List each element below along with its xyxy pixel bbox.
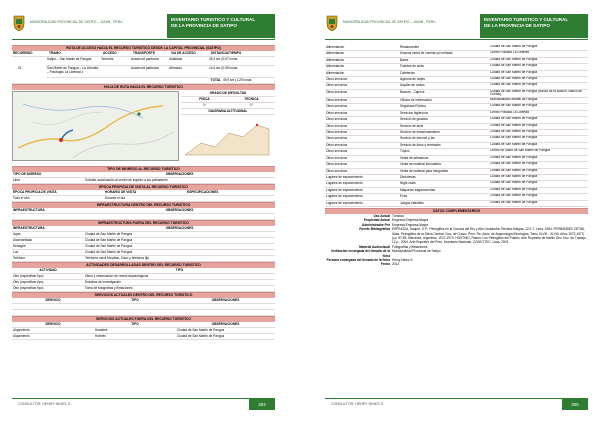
service-type: Bancos - Cajeros [400, 89, 425, 94]
difficulty-header-fisica: FISICA [199, 97, 210, 101]
right-content [325, 45, 588, 267]
service-location: Ciudad de San Martin de Pangoa [490, 194, 538, 198]
route-tramo: San Martin de Pangoa – La Libertad – Pototoglio La Libertad 1 [47, 66, 99, 74]
infra-out-name: Teléfono [13, 256, 26, 260]
route-header-via: VIA DE ACCESO [171, 51, 196, 55]
service-location: Ciudad de San Martin de Pangoa [490, 136, 538, 140]
service-category: Alimentación [326, 70, 345, 75]
table-row [12, 334, 275, 340]
service-type: Venta de material para fotografías [400, 168, 449, 173]
service-location: Ciudad de San Martin de Pangoa [490, 162, 538, 166]
serv-out-obs: Ciudad de San Martin de Pangoa [177, 334, 225, 338]
serv-out-header-servicio: SERVICIO [45, 322, 61, 326]
infra-out-obs: Ciudad de San Martin de Pangoa [85, 238, 133, 242]
complementary-data-row [325, 227, 588, 245]
complementary-data-value: Henry Nines S. [392, 258, 414, 262]
service-type: Servicio de fotos y revelados [400, 142, 441, 147]
infra-out-obs: Ciudad de San Martin de Pangoa [85, 232, 133, 236]
ingreso-header-obs: OBSERVACIONES [165, 172, 194, 176]
service-type: Máquinas tragamonedas [400, 187, 436, 192]
document-title-box [167, 14, 275, 38]
map-section-title: HOJA DE RUTA HACIA EL RECURSO TURISTICO [12, 84, 275, 90]
route-index: 01 [18, 65, 22, 70]
route-total-value: 49,9 km (1:25 horas [223, 78, 252, 82]
service-location: Municipalidad Distrital de Pangoa [490, 98, 538, 102]
service-type: Oficina de información [400, 98, 432, 103]
complementary-data-key: Propiedad Actual [363, 218, 390, 223]
municipal-crest-icon [325, 14, 339, 32]
epoca-header-horario: HORARIO DE VISITA [105, 190, 137, 194]
ingreso-header-tipo: TIPO DE INGRESO [13, 172, 42, 176]
difficulty-panel [181, 91, 275, 164]
activity-type: Estudios de investigación [85, 280, 121, 284]
municipality-name: MUNICIPALIDAD PROVINCIAL DE SATIPO – JUNIN - PERU [343, 20, 436, 24]
document-title-box [480, 14, 588, 38]
route-distancia: 14,6 km (0:35 horas [209, 66, 238, 70]
route-row [46, 57, 275, 66]
service-location: Ciudad de San Martin de Pangoa [490, 174, 538, 178]
service-location: Ciudad de San Martin de Pangoa [490, 168, 538, 172]
route-via: Afirmado [169, 66, 182, 70]
ingreso-obs: Solicitar autorización al centro de ingreso a los pobladores [85, 178, 168, 182]
serv-in-header-servicio: SERVICIO [45, 298, 61, 302]
activity-name: Otro (especificar tipo) [13, 280, 44, 284]
page-footer-right [325, 398, 588, 410]
horario-value: Durante el día [105, 196, 126, 200]
service-location: Centro Poblado La Libertad [490, 51, 529, 55]
consultant-name: CONSULTOR: HENRY NINES S. [331, 402, 385, 406]
serv-in-section-title: SERVICIOS ACTUALES DENTRO DEL RECURSO TURISTICO [12, 292, 275, 298]
infra-out-name: Agua [13, 232, 21, 236]
infra-in-header-obs: OBSERVACIONES [165, 208, 194, 212]
table-row [325, 201, 588, 207]
service-category: Lugares de esparcimiento [326, 174, 363, 179]
service-category: Alimentación [326, 51, 345, 56]
service-type: Alquiler de motos [400, 83, 425, 88]
ingreso-tipo: Libre [13, 178, 21, 182]
route-header-transporte: TRANSPORTE [133, 51, 155, 55]
service-location: Ciudad de San Martin de Pangoa [490, 130, 538, 134]
service-category: Lugares de esparcimiento [326, 194, 363, 199]
complementary-data-value: Empresa Empresa Mayra [392, 218, 429, 223]
altitude-diagram-title-text: DIAGRAMA ALTITUDINAL [208, 109, 248, 113]
service-location: Ciudad de San Martin de Pangoa [490, 64, 538, 68]
header-rule [12, 39, 275, 40]
serv-out-tipo: Hoteles [95, 334, 106, 338]
infra-out-obs: Ciudad de San Martin de Pangoa [85, 250, 133, 254]
service-type: Juegos infantiles [400, 200, 424, 205]
service-category: Otros servicios [326, 168, 348, 173]
ingreso-section-title: TIPO DE INGRESO AL RECURSO TURISTICO [12, 166, 275, 172]
service-category: Otros servicios [326, 123, 348, 128]
serv-out-header-tipo: TIPO [131, 322, 139, 326]
route-transporte: Automovil particular [131, 66, 159, 70]
route-map-drawing [13, 92, 178, 160]
infra-out-obs: Ciudad de San Martin de Pangoa [85, 244, 133, 248]
service-type: Night clubs [400, 181, 416, 186]
service-type: Servicios higiénicos [400, 110, 428, 115]
service-location: Ciudad de San Martin de Pangoa [490, 187, 538, 191]
complementary-data-value: ESPINOZA, Saquel. O.P., Petroglifos en la Cuenca del Río y Alto Urubamba. Revista Antiqua, 12:2-7, Lima, 1964. FERNANDEZ ZETINI, Ulisa. Petroglifos de la Selva Central. Doc. de Cusco, Perú. Re. Asoc. de Arqueología Etnológica, Tomo XLVIII - XLVIII, Años 1972-1973, p.p. 57-89. Mendoza, Argentina, 1972-1973. HOSTNIG, Rainer. Los Petroglifos del Pueblo. Arte Rupestre de Martin Dev. Doc. de Trabajo, 12 p., 2004. Arte Rupestre del Perú. Inventario Nacional, CONCYTEC, Lima, 2003 [392, 227, 587, 245]
service-category: Otros servicios [326, 83, 348, 88]
service-location: Centro de Salud de San Martin de Pangoa [490, 149, 551, 153]
service-type: Venta de material informativo [400, 162, 442, 167]
route-section-title: RUTA DE ACCESO HACIA EL RECURSO TURISTICO DESDE LA CAPITAL PROVINCIAL (SATIPO) [12, 45, 275, 51]
route-header-tramo: TRAMO [49, 51, 61, 55]
complementary-data-key: Institución encargada del llenado de la ficha [331, 249, 390, 258]
serv-out-servicio: Alojamiento [13, 334, 30, 338]
activities-header-actividad: ACTIVIDAD [39, 268, 57, 272]
difficulty-title-text: GRADO DE DIFICULTAD [209, 91, 247, 95]
route-acceso [100, 66, 130, 77]
service-location: Ciudad de San Martin de Pangoa (Banco de la Nación, Banco de Crédito) [490, 89, 582, 97]
complementary-data-row [325, 262, 588, 266]
service-category: Otros servicios [326, 98, 348, 103]
altitude-diagram [181, 115, 273, 159]
activity-type: Toma de fotografías y filmaciones [85, 286, 133, 290]
service-category: Alimentación [326, 45, 345, 49]
service-category: Otros servicios [326, 104, 348, 109]
serv-out-tipo: Hostales [95, 328, 108, 332]
footer-rule [12, 398, 275, 399]
service-category: Alimentación [326, 64, 345, 69]
service-location: Ciudad de San Martin de Pangoa [490, 123, 538, 127]
service-category: Otros servicios [326, 142, 348, 147]
serv-out-section-title: SERVICIOS ACTUALES FUERA DEL RECURSO TURISTICO [12, 316, 275, 322]
infra-in-header-infra: INFRAESTRUCTURA [13, 208, 45, 212]
serv-out-obs: Ciudad de San Martin de Pangoa [177, 328, 225, 332]
service-location: Centro Poblado La Libertad [490, 110, 529, 114]
complementary-data-value: Fotografías y filmaciones [392, 244, 428, 249]
complementary-data-key: Material Audiovisual [359, 244, 390, 249]
service-category: Otros servicios [326, 136, 348, 141]
infra-out-name: Alcantarillado [13, 238, 33, 242]
service-type: Servicio de guiados [400, 117, 428, 122]
serv-in-header-tipo: TIPO [131, 298, 139, 302]
footer-rule [325, 398, 588, 399]
service-location: Ciudad de San Martin de Pangoa [490, 57, 538, 61]
route-header-acceso: ACCESO [103, 51, 117, 55]
map-and-difficulty [12, 91, 275, 164]
left-content [12, 45, 275, 340]
service-category: Lugares de esparcimiento [326, 181, 363, 186]
activity-name: Otro (especificar tipo) [13, 286, 44, 290]
service-category: Otros servicios [326, 110, 348, 115]
route-header-recorrido: RECORRIDO [13, 51, 33, 55]
epoca-header-epoca: EPOCA PROPICIA DE VISITA [13, 190, 57, 194]
epoca-header-espec: ESPECIFICACIONES [187, 190, 219, 194]
serv-out-header-obs: OBSERVACIONES [211, 322, 240, 326]
route-row [46, 66, 275, 78]
difficulty-value-tecnica: 1º [250, 103, 253, 107]
activity-name: Otro (especificar tipo) [13, 274, 44, 278]
serv-in-header-obs: OBSERVACIONES [211, 298, 240, 302]
municipal-crest-icon [12, 14, 26, 32]
service-category: Otros servicios [326, 89, 348, 94]
route-tramo: Satipo – San Martin de Pangoa [47, 57, 92, 61]
service-location: Ciudad de San Martin de Pangoa [490, 117, 538, 121]
infra-out-section-title: INFRAESTRUCTURA FUERA DEL RECURSO TURISTICO [12, 220, 275, 226]
service-type: Discotecas [400, 174, 416, 179]
service-category: Otros servicios [326, 130, 348, 135]
service-category: Alimentación [326, 57, 345, 62]
infra-out-name: Luz [13, 250, 19, 254]
service-type: Agencia de viajes [400, 77, 425, 82]
route-via: Asfaltado [169, 57, 183, 61]
service-type: Bares [400, 57, 409, 62]
activities-section-title: ACTIVIDADES DESARROLLADAS DENTRO DEL RECURSO TURISTICO [12, 262, 275, 268]
route-table-body [12, 57, 275, 78]
complementary-data-value: 2012 [392, 262, 400, 267]
document-title-line2: DE LA PROVINCIA DE SATIPO [171, 23, 237, 28]
infra-in-section-title: INFRAESTRUCTURA DENTRO DEL RECURSO TURISTICO [12, 202, 275, 208]
route-transporte: Automovil particular [131, 57, 159, 61]
complementary-data-key: Administrador Por [362, 222, 390, 227]
service-category: Lugares de esparcimiento [326, 200, 363, 205]
activities-header-tipo: TIPO [175, 268, 184, 272]
consultant-name: CONSULTOR: HENRY NINES S. [18, 402, 72, 406]
infra-out-header-obs: OBSERVACIONES [165, 226, 194, 230]
complementary-data-row [325, 249, 588, 258]
difficulty-header-tecnica: TECNICA [244, 97, 259, 101]
service-location: Ciudad de San Martin de Pangoa [490, 200, 538, 204]
infra-out-name: Desagüe [13, 244, 26, 248]
route-map [12, 91, 179, 161]
table-row [325, 90, 588, 98]
service-location: Ciudad de San Martin de Pangoa [490, 181, 538, 185]
page-number: 304 [249, 399, 275, 410]
document-title-line1: INVENTARIO TURISTICO Y CULTURAL [484, 17, 569, 22]
services-table [325, 45, 588, 207]
complementary-data-value: Turístico [392, 213, 405, 218]
service-category: Otros servicios [326, 162, 348, 167]
service-type: Venta de artesanías [400, 155, 429, 160]
service-category: Lugares de esparcimiento [326, 187, 363, 192]
route-header-distancia: DISTANCIA/TIEMPO [211, 51, 242, 55]
service-category: Otros servicios [326, 149, 348, 154]
epoca-value: Todo el año [13, 196, 30, 200]
municipality-name: MUNICIPALIDAD PROVINCIAL DE SATIPO – JUNIN - PERU [30, 20, 123, 24]
page-footer-left [12, 398, 275, 410]
page-right [313, 0, 600, 424]
complementary-data-value: Empresa Empresa Mayra [392, 222, 429, 227]
complementary-data-key: Fecha [380, 262, 390, 267]
complementary-data-table [325, 214, 588, 267]
service-type: Tópico [400, 149, 410, 154]
route-acceso: Terrestre [101, 57, 114, 61]
serv-out-servicio: Alojamiento [13, 328, 30, 332]
complementary-data-key: Uso Actual [373, 213, 390, 218]
complementary-data-key: Fuente Bibliográfica [359, 227, 390, 232]
service-category: Otros servicios [326, 117, 348, 122]
difficulty-value-fisica: 1º [203, 103, 206, 107]
complementary-data-value: Municipalidad Provincial de Satipo [392, 249, 441, 254]
activity-type: Otros y observación de restos arqueológicos [85, 274, 149, 278]
page-number: 305 [562, 399, 588, 410]
route-total-label: TOTAL [210, 78, 221, 82]
epoca-section-title: EPOCA PROPICIA DE VISITA AL RECURSO TURISTICO [12, 184, 275, 190]
route-distancia: 35,3 km (0:47 horas [209, 57, 238, 61]
service-location: Ciudad de San Martin de Pangoa [490, 155, 538, 159]
service-category: Otros servicios [326, 77, 348, 82]
page-header-right [325, 14, 588, 40]
document-title-line1: INVENTARIO TURISTICO Y CULTURAL [171, 17, 256, 22]
service-type: Servicio de estacionamiento [400, 130, 440, 135]
service-location: Ciudad de San Martin de Pangoa [490, 83, 538, 87]
page-left [0, 0, 287, 424]
service-type: Seguridad Pública [400, 104, 426, 109]
service-type: Fuentes de soda [400, 64, 424, 69]
header-rule [325, 39, 588, 40]
page-header-left [12, 14, 275, 40]
service-location: Ciudad de San Martin de Pangoa [490, 45, 538, 48]
service-type: Servicio de internet y fax [400, 136, 435, 141]
service-type: Servicio de taxis [400, 123, 424, 128]
infra-out-obs: Telefonía móvil Movistar, Claro y telefonía fija [85, 256, 149, 260]
service-category: Otros servicios [326, 155, 348, 160]
service-location: Ciudad de San Martin de Pangoa [490, 142, 538, 146]
espec-value [186, 196, 275, 201]
complementary-data-key: Persona encargada del llenado de la ficha [326, 258, 390, 262]
service-type: Kioscos venta de comida y/o bebidas [400, 51, 453, 56]
datos-section-title: DATOS COMPLEMENTARIOS [325, 208, 588, 214]
service-location: Ciudad de San Martin de Pangoa [490, 70, 538, 74]
service-location: Ciudad de San Martin de Pangoa [490, 77, 538, 81]
service-type: Restaurantes [400, 45, 419, 49]
document-title-line2: DE LA PROVINCIA DE SATIPO [484, 23, 550, 28]
service-type: Cafeterías [400, 70, 415, 75]
service-location: Ciudad de San Martin de Pangoa [490, 104, 538, 108]
service-type: Pubs [400, 194, 408, 199]
infra-out-header-infra: INFRAESTRUCTURA [13, 226, 45, 230]
